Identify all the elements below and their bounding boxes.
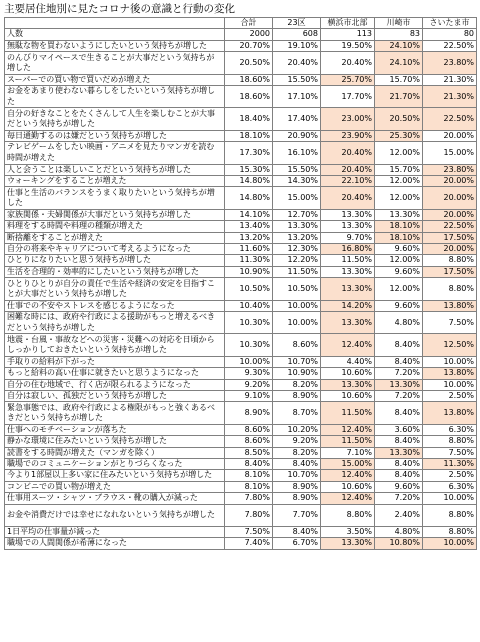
table-row xyxy=(5,402,477,424)
cell-value: 13.30% xyxy=(321,379,375,390)
cell-value: 10.90% xyxy=(273,368,321,379)
row-label: 断捨離をすることが増えた xyxy=(5,232,225,243)
cell-value: 12.40% xyxy=(321,334,375,356)
cell-value: 8.40% xyxy=(375,470,423,481)
cell-value: 13.30% xyxy=(321,209,375,220)
cell-value: 4.80% xyxy=(375,527,423,538)
table-row xyxy=(5,368,477,379)
cell-value: 20.00% xyxy=(423,130,477,141)
cell-value: 10.70% xyxy=(273,356,321,367)
row-label: 自分の好きなことをたくさんして人生を楽しむことが大事だという気持ちが増した xyxy=(5,108,225,130)
cell-value: 20.00% xyxy=(423,187,477,209)
table-row xyxy=(5,379,477,390)
table-row xyxy=(5,312,477,334)
cell-value: 12.00% xyxy=(375,255,423,266)
data-table xyxy=(4,17,477,550)
cell-value: 12.20% xyxy=(273,255,321,266)
row-label: 読書をする時間が増えた（マンガを除く） xyxy=(5,447,225,458)
row-label: 仕事と生活のバランスをうまく取りたいという気持ちが増した xyxy=(5,187,225,209)
cell-value: 20.40% xyxy=(321,52,375,74)
cell-value: 21.30% xyxy=(423,86,477,108)
cell-value: 10.20% xyxy=(273,424,321,435)
row-label: のんびりマイペースで生きることが大事だという気持ちが増した xyxy=(5,52,225,74)
cell-value: 8.80% xyxy=(423,436,477,447)
cell-value: 20.40% xyxy=(273,52,321,74)
row-label: スーパーでの買い物で買いだめが増えた xyxy=(5,74,225,85)
cell-value: 20.90% xyxy=(273,130,321,141)
cell-value: 8.40% xyxy=(375,356,423,367)
cell-value: 25.70% xyxy=(321,74,375,85)
cell-value: 113 xyxy=(321,29,375,40)
cell-value: 10.30% xyxy=(225,312,273,334)
cell-value: 13.30% xyxy=(273,221,321,232)
cell-value: 7.50% xyxy=(225,527,273,538)
cell-value: 10.00% xyxy=(225,356,273,367)
cell-value: 14.80% xyxy=(225,187,273,209)
cell-value: 15.00% xyxy=(423,142,477,164)
cell-value: 7.20% xyxy=(375,391,423,402)
table-row xyxy=(5,142,477,164)
cell-value: 13.30% xyxy=(321,221,375,232)
table-row xyxy=(5,334,477,356)
cell-value: 11.50% xyxy=(273,266,321,277)
table-row xyxy=(5,278,477,300)
cell-value: 13.20% xyxy=(273,232,321,243)
cell-value: 13.30% xyxy=(321,278,375,300)
header-row xyxy=(5,18,477,29)
column-header: 23区 xyxy=(273,18,321,29)
row-label: 困難な時には、政府や行政による援助がもっと増えるべきだという気持ちが増した xyxy=(5,312,225,334)
cell-value: 20.40% xyxy=(321,187,375,209)
cell-value: 20.40% xyxy=(321,142,375,164)
row-label: お金や消費だけでは幸せになれないという気持ちが増した xyxy=(5,504,225,526)
row-label: 自分の住む地域で、行く店が限られるようになった xyxy=(5,379,225,390)
cell-value: 18.10% xyxy=(375,221,423,232)
cell-value: 2.50% xyxy=(423,470,477,481)
cell-value: 24.10% xyxy=(375,52,423,74)
cell-value: 8.40% xyxy=(375,436,423,447)
table-row xyxy=(5,459,477,470)
cell-value: 24.10% xyxy=(375,40,423,51)
cell-value: 8.10% xyxy=(225,481,273,492)
cell-value: 8.80% xyxy=(321,504,375,526)
cell-value: 12.30% xyxy=(273,244,321,255)
cell-value: 80 xyxy=(423,29,477,40)
cell-value: 20.50% xyxy=(225,52,273,74)
row-label: 生活を合理的・効率的にしたいという気持ちが増した xyxy=(5,266,225,277)
table-row xyxy=(5,176,477,187)
cell-value: 9.60% xyxy=(375,244,423,255)
cell-value: 13.30% xyxy=(375,379,423,390)
cell-value: 8.60% xyxy=(273,334,321,356)
cell-value: 18.40% xyxy=(225,108,273,130)
table-row xyxy=(5,232,477,243)
cell-value: 12.50% xyxy=(423,334,477,356)
cell-value: 23.80% xyxy=(423,52,477,74)
cell-value: 4.80% xyxy=(375,312,423,334)
cell-value: 22.50% xyxy=(423,108,477,130)
column-header: さいたま市 xyxy=(423,18,477,29)
cell-value: 12.00% xyxy=(375,142,423,164)
table-row xyxy=(5,209,477,220)
cell-value: 8.80% xyxy=(423,504,477,526)
cell-value: 13.80% xyxy=(423,402,477,424)
row-label: テレビゲームをしたい映画・アニメを見たりマンガを読む時間が増えた xyxy=(5,142,225,164)
cell-value: 8.40% xyxy=(375,402,423,424)
cell-value: 15.70% xyxy=(375,164,423,175)
cell-value: 18.60% xyxy=(225,74,273,85)
cell-value: 25.30% xyxy=(375,130,423,141)
cell-value: 9.20% xyxy=(273,436,321,447)
cell-value: 13.80% xyxy=(423,300,477,311)
row-label: 毎日通勤するのは嫌だという気持ちが増した xyxy=(5,130,225,141)
row-label: 人数 xyxy=(5,29,225,40)
cell-value: 11.50% xyxy=(321,255,375,266)
cell-value: 8.40% xyxy=(225,459,273,470)
table-row xyxy=(5,86,477,108)
cell-value: 9.70% xyxy=(321,232,375,243)
cell-value: 23.90% xyxy=(321,130,375,141)
cell-value: 8.70% xyxy=(273,402,321,424)
cell-value: 20.00% xyxy=(423,176,477,187)
cell-value: 15.30% xyxy=(225,164,273,175)
table-row xyxy=(5,221,477,232)
cell-value: 9.20% xyxy=(225,379,273,390)
table-row xyxy=(5,436,477,447)
cell-value: 10.70% xyxy=(273,470,321,481)
row-label: 静かな環境に住みたいという気持ちが増した xyxy=(5,436,225,447)
row-label: 手取りの給料が下がった xyxy=(5,356,225,367)
cell-value: 10.00% xyxy=(273,312,321,334)
cell-value: 6.30% xyxy=(423,424,477,435)
cell-value: 20.00% xyxy=(423,209,477,220)
column-header: 横浜市北部 xyxy=(321,18,375,29)
table-row xyxy=(5,266,477,277)
cell-value: 8.90% xyxy=(273,391,321,402)
cell-value: 14.10% xyxy=(225,209,273,220)
row-label: 職場での人間関係が希薄になった xyxy=(5,538,225,549)
row-label: 自分の将来やキャリアについて考えるようになった xyxy=(5,244,225,255)
cell-value: 14.30% xyxy=(273,176,321,187)
cell-value: 10.60% xyxy=(321,481,375,492)
row-label: ひとりになりたいと思う気持ちが増した xyxy=(5,255,225,266)
cell-value: 7.80% xyxy=(225,504,273,526)
cell-value: 8.80% xyxy=(423,527,477,538)
row-label: 仕事での不安やストレスを感じるようになった xyxy=(5,300,225,311)
cell-value: 9.10% xyxy=(225,391,273,402)
cell-value: 11.30% xyxy=(423,459,477,470)
table-row xyxy=(5,108,477,130)
cell-value: 23.00% xyxy=(321,108,375,130)
table-row xyxy=(5,164,477,175)
cell-value: 8.10% xyxy=(225,470,273,481)
cell-value: 8.20% xyxy=(273,379,321,390)
cell-value: 14.20% xyxy=(321,300,375,311)
cell-value: 10.00% xyxy=(273,300,321,311)
cell-value: 8.90% xyxy=(225,402,273,424)
row-label: 人と会うことは楽しいことだという気持ちが増した xyxy=(5,164,225,175)
cell-value: 12.70% xyxy=(273,209,321,220)
cell-value: 22.50% xyxy=(423,221,477,232)
cell-value: 12.40% xyxy=(321,493,375,504)
table-row xyxy=(5,187,477,209)
cell-value: 12.00% xyxy=(375,176,423,187)
cell-value: 18.10% xyxy=(375,232,423,243)
cell-value: 13.30% xyxy=(375,209,423,220)
cell-value: 9.30% xyxy=(225,368,273,379)
cell-value: 17.40% xyxy=(273,108,321,130)
cell-value: 8.60% xyxy=(225,424,273,435)
cell-value: 2.40% xyxy=(375,504,423,526)
cell-value: 8.90% xyxy=(273,481,321,492)
cell-value: 12.00% xyxy=(375,187,423,209)
cell-value: 7.50% xyxy=(423,447,477,458)
cell-value: 17.30% xyxy=(225,142,273,164)
table-row xyxy=(5,527,477,538)
row-label: 仕事用スーツ・シャツ・ブラウス・靴の購入が減った xyxy=(5,493,225,504)
cell-value: 17.10% xyxy=(273,86,321,108)
cell-value: 6.70% xyxy=(273,538,321,549)
cell-value: 11.60% xyxy=(225,244,273,255)
cell-value: 19.50% xyxy=(321,40,375,51)
cell-value: 15.00% xyxy=(321,459,375,470)
cell-value: 23.80% xyxy=(423,164,477,175)
cell-value: 20.70% xyxy=(225,40,273,51)
cell-value: 10.50% xyxy=(225,278,273,300)
cell-value: 7.20% xyxy=(375,493,423,504)
cell-value: 15.50% xyxy=(273,164,321,175)
cell-value: 608 xyxy=(273,29,321,40)
cell-value: 22.50% xyxy=(423,40,477,51)
page-title: 主要居住地別に見たコロナ後の意識と行動の変化 xyxy=(4,3,235,15)
cell-value: 9.60% xyxy=(375,266,423,277)
cell-value: 17.70% xyxy=(321,86,375,108)
cell-value: 22.10% xyxy=(321,176,375,187)
cell-value: 10.00% xyxy=(423,538,477,549)
cell-value: 10.80% xyxy=(375,538,423,549)
cell-value: 10.00% xyxy=(423,356,477,367)
cell-value: 13.30% xyxy=(321,266,375,277)
cell-value: 3.50% xyxy=(321,527,375,538)
cell-value: 11.50% xyxy=(321,436,375,447)
table-row xyxy=(5,481,477,492)
cell-value: 21.70% xyxy=(375,86,423,108)
row-label: 無駄な物を買わないようにしたいという気持ちが増した xyxy=(5,40,225,51)
row-label: 仕事へのモチベーションが落ちた xyxy=(5,424,225,435)
cell-value: 21.30% xyxy=(423,74,477,85)
row-label: 緊急事態では、政府や行政による権限がもっと強くあるべきだという気持ちが増した xyxy=(5,402,225,424)
row-label: 今より1部屋以上多い家に住みたいという気持ちが増した xyxy=(5,470,225,481)
cell-value: 8.40% xyxy=(273,459,321,470)
row-label: 職場でのコミュニケーションがとりづらくなった xyxy=(5,459,225,470)
cell-value: 11.50% xyxy=(321,402,375,424)
cell-value: 6.30% xyxy=(423,481,477,492)
cell-value: 10.60% xyxy=(321,368,375,379)
cell-value: 16.10% xyxy=(273,142,321,164)
cell-value: 8.50% xyxy=(225,447,273,458)
cell-value: 8.20% xyxy=(273,447,321,458)
cell-value: 8.90% xyxy=(273,493,321,504)
cell-value: 2.50% xyxy=(423,391,477,402)
table-row xyxy=(5,493,477,504)
cell-value: 83 xyxy=(375,29,423,40)
cell-value: 13.80% xyxy=(423,368,477,379)
row-label: コンビニでの買い物が増えた xyxy=(5,481,225,492)
cell-value: 15.70% xyxy=(375,74,423,85)
cell-value: 18.60% xyxy=(225,86,273,108)
cell-value: 15.00% xyxy=(273,187,321,209)
cell-value: 9.60% xyxy=(375,481,423,492)
cell-value: 7.40% xyxy=(225,538,273,549)
table-row xyxy=(5,300,477,311)
cell-value: 8.40% xyxy=(375,334,423,356)
cell-value: 10.50% xyxy=(273,278,321,300)
row-label: 家族関係・夫婦関係が大事だという気持ちが増した xyxy=(5,209,225,220)
column-header: 合計 xyxy=(225,18,273,29)
table-row xyxy=(5,504,477,526)
cell-value: 4.40% xyxy=(321,356,375,367)
row-label: お金をあまり使わない暮らしをしたいという気持ちが増した xyxy=(5,86,225,108)
cell-value: 13.40% xyxy=(225,221,273,232)
cell-value: 9.60% xyxy=(375,300,423,311)
cell-value: 3.60% xyxy=(375,424,423,435)
cell-value: 13.30% xyxy=(375,447,423,458)
cell-value: 13.20% xyxy=(225,232,273,243)
cell-value: 12.40% xyxy=(321,424,375,435)
cell-value: 10.00% xyxy=(423,379,477,390)
table-row xyxy=(5,538,477,549)
cell-value: 10.40% xyxy=(225,300,273,311)
cell-value: 10.90% xyxy=(225,266,273,277)
row-label: 自分は寂しい、孤独だという気持ちが増した xyxy=(5,391,225,402)
cell-value: 13.30% xyxy=(321,538,375,549)
column-header: 川崎市 xyxy=(375,18,423,29)
table-row xyxy=(5,130,477,141)
table-row xyxy=(5,424,477,435)
table-row xyxy=(5,40,477,51)
cell-value: 17.50% xyxy=(423,266,477,277)
cell-value: 12.00% xyxy=(375,278,423,300)
cell-value: 8.80% xyxy=(423,255,477,266)
cell-value: 7.70% xyxy=(273,504,321,526)
cell-value: 12.40% xyxy=(321,470,375,481)
table-row xyxy=(5,447,477,458)
row-label: もっと給料の高い仕事に就きたいと思うようになった xyxy=(5,368,225,379)
cell-value: 2000 xyxy=(225,29,273,40)
cell-value: 19.10% xyxy=(273,40,321,51)
table-row xyxy=(5,74,477,85)
cell-value: 20.50% xyxy=(375,108,423,130)
cell-value: 7.50% xyxy=(423,312,477,334)
cell-value: 18.10% xyxy=(225,130,273,141)
table-row xyxy=(5,391,477,402)
cell-value: 20.40% xyxy=(321,164,375,175)
cell-value: 10.30% xyxy=(225,334,273,356)
page xyxy=(4,2,476,550)
row-label: 地震・台風・事故などへの災害・災難への対応を日頃からしっかりしておきたいという気持ちが増した xyxy=(5,334,225,356)
cell-value: 8.60% xyxy=(225,436,273,447)
table-row xyxy=(5,356,477,367)
cell-value: 8.80% xyxy=(423,278,477,300)
column-header xyxy=(5,18,225,29)
cell-value: 14.80% xyxy=(225,176,273,187)
cell-value: 8.40% xyxy=(375,459,423,470)
table-row xyxy=(5,255,477,266)
row-label: 1日平均の仕事量が減った xyxy=(5,527,225,538)
row-label: ウォーキングをすることが増えた xyxy=(5,176,225,187)
row-label: ひとりひとりが自分の責任で生活や経済の安定を目指すことが大事だという気持ちが増した xyxy=(5,278,225,300)
cell-value: 10.00% xyxy=(423,493,477,504)
cell-value: 16.80% xyxy=(321,244,375,255)
cell-value: 13.30% xyxy=(321,312,375,334)
cell-value: 10.60% xyxy=(321,391,375,402)
cell-value: 17.50% xyxy=(423,232,477,243)
count-row xyxy=(5,29,477,40)
cell-value: 7.10% xyxy=(321,447,375,458)
row-label: 料理をする時間や料理の種類が増えた xyxy=(5,221,225,232)
cell-value: 20.00% xyxy=(423,244,477,255)
table-row xyxy=(5,244,477,255)
table-row xyxy=(5,52,477,74)
table-row xyxy=(5,470,477,481)
cell-value: 8.40% xyxy=(273,527,321,538)
cell-value: 11.30% xyxy=(225,255,273,266)
cell-value: 7.20% xyxy=(375,368,423,379)
cell-value: 15.50% xyxy=(273,74,321,85)
cell-value: 7.80% xyxy=(225,493,273,504)
